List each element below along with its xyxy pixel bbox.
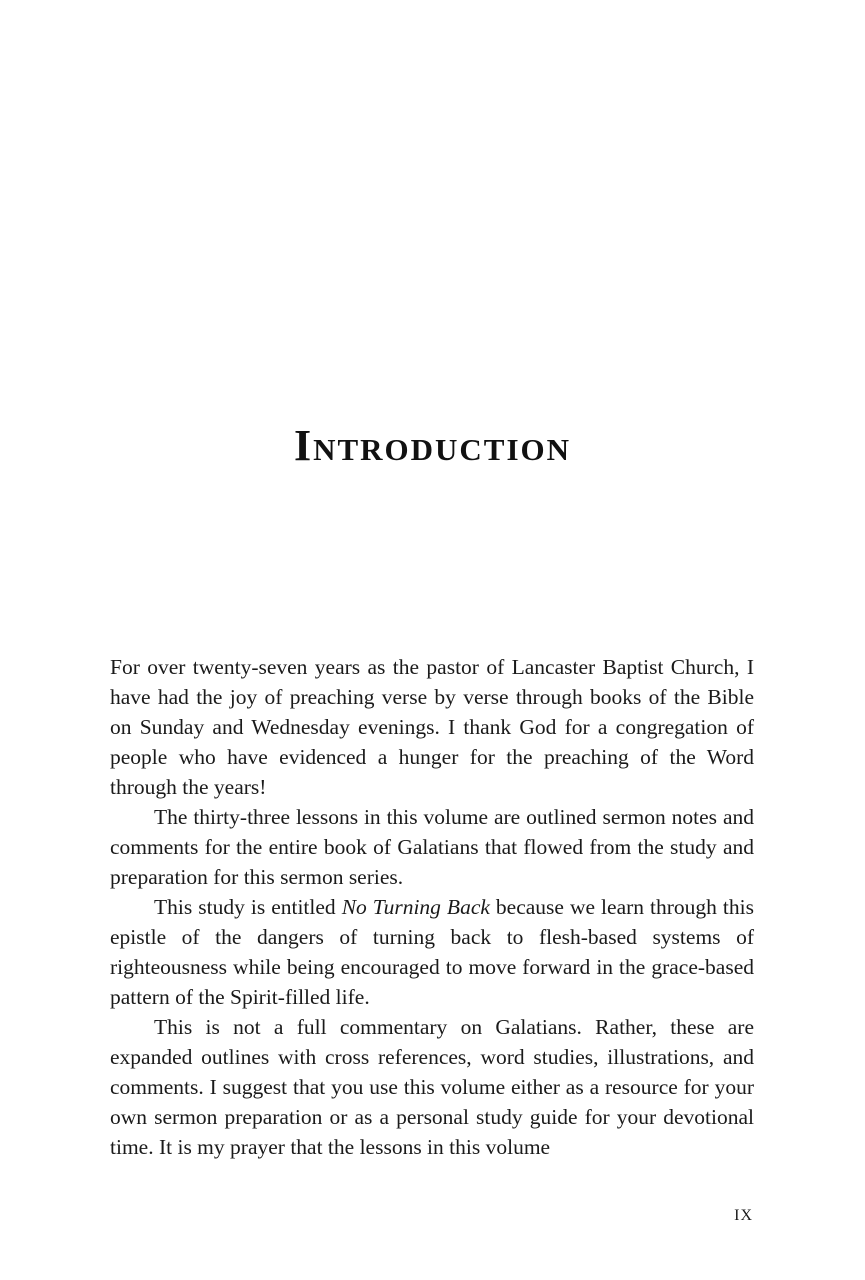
- introduction-body: [110, 652, 754, 1162]
- paragraph-3-lead: This study is entitled: [154, 895, 342, 919]
- paragraph-4: This is not a full commentary on Galatians. Rather, these are expanded outlines with cross references, word studies, illustrations, and comments. I suggest that you use this volume either as a resource for your own sermon preparation or as a personal study guide for your devotional time. It is my prayer that the lessons in this volume: [110, 1015, 754, 1159]
- chapter-title: Introduction: [293, 421, 572, 470]
- page-number: IX: [734, 1207, 753, 1224]
- book-title-italic: No Turning Back: [341, 895, 490, 919]
- paragraph-3: [110, 892, 754, 1012]
- paragraph-1: For over twenty-seven years as the pastor of Lancaster Baptist Church, I have had the joy of preaching verse by verse through books of the Bible on Sunday and Wednesday evenings. I thank God for a congregation of people who have evidenced a hunger for the preaching of the Word through the years!: [110, 655, 754, 799]
- paragraph-3-rest: because we learn through this epistle of the dangers of turning back to flesh-based systems of righteousness while being encouraged to move forward in the grace-based pattern of the Spirit-filled life.: [110, 895, 754, 1009]
- paragraph-2: The thirty-three lessons in this volume are outlined sermon notes and comments for the entire book of Galatians that flowed from the study and preparation for this sermon series.: [110, 805, 754, 889]
